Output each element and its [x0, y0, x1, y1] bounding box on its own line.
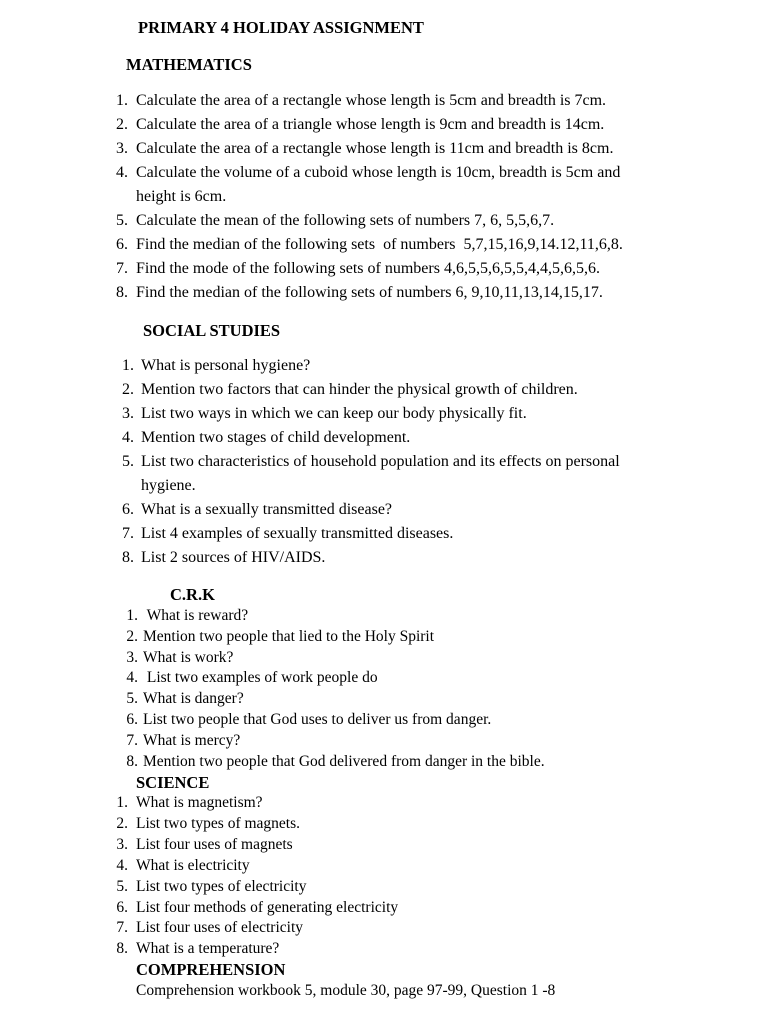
- section-heading-comprehension: COMPREHENSION: [136, 960, 286, 979]
- section-heading-science: SCIENCE: [136, 773, 210, 792]
- section-heading-crk: C.R.K: [170, 585, 215, 604]
- section-heading-social-studies: SOCIAL STUDIES: [143, 321, 281, 340]
- section-heading-mathematics: MATHEMATICS: [126, 55, 252, 74]
- page-title: PRIMARY 4 HOLIDAY ASSIGNMENT: [138, 18, 424, 37]
- comprehension-text: Comprehension workbook 5, module 30, page 97-99, Question 1 -8: [136, 982, 556, 999]
